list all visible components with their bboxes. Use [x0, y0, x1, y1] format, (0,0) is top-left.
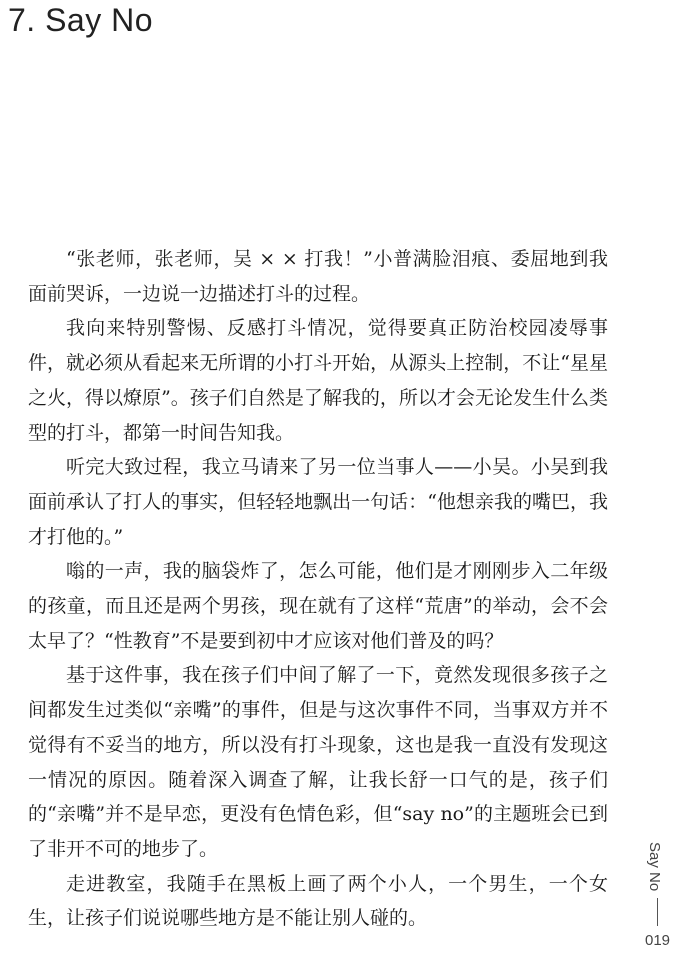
running-header: [646, 842, 670, 926]
body-text: [28, 242, 608, 936]
chapter-title: 7. Say No: [8, 2, 154, 38]
paragraph: 嗡的一声，我的脑袋炸了，怎么可能，他们是才刚刚步入二年级的孩童，而且还是两个男孩，现在就有了这样“荒唐”的举动，会不会太早了？“性教育”不是要到初中才应该对他们普及的吗？: [28, 560, 608, 652]
running-header-label: Say No: [646, 842, 663, 892]
paragraph: “张老师，张老师，吴 × × 打我！”小普满脸泪痕、委屈地到我面前哭诉，一边说一边描述打斗的过程。: [28, 248, 608, 305]
running-header-rule: [657, 898, 658, 926]
paragraph: 我向来特别警惕、反感打斗情况，觉得要真正防治校园凌辱事件，就必须从看起来无所谓的小打斗开始，从源头上控制，不让“星星之火，得以燎原”。孩子们自然是了解我的，所以才会无论发生什么类型的打斗，都第一时间告知我。: [28, 317, 608, 444]
paragraph: 走进教室，我随手在黑板上画了两个小人，一个男生，一个女生，让孩子们说说哪些地方是不能让别人碰的。: [28, 872, 608, 930]
paragraph: 听完大致过程，我立马请来了另一位当事人——小吴。小吴到我面前承认了打人的事实，但轻轻地飘出一句话：“他想亲我的嘴巴，我才打他的。”: [28, 456, 608, 548]
page-number: 019: [645, 932, 671, 949]
paragraph: 基于这件事，我在孩子们中间了解了一下，竟然发现很多孩子之间都发生过类似“亲嘴”的事件，但是与这次事件不同，当事双方并不觉得有不妥当的地方，所以没有打斗现象，这也是我一直没有发现这一情况的原因。随着深入调查了解，让我长舒一口气的是，孩子们的“亲嘴”并不是早恋，更没有色情色彩，但“say no”的主题班会已到了非开不可的地步了。: [28, 664, 608, 860]
